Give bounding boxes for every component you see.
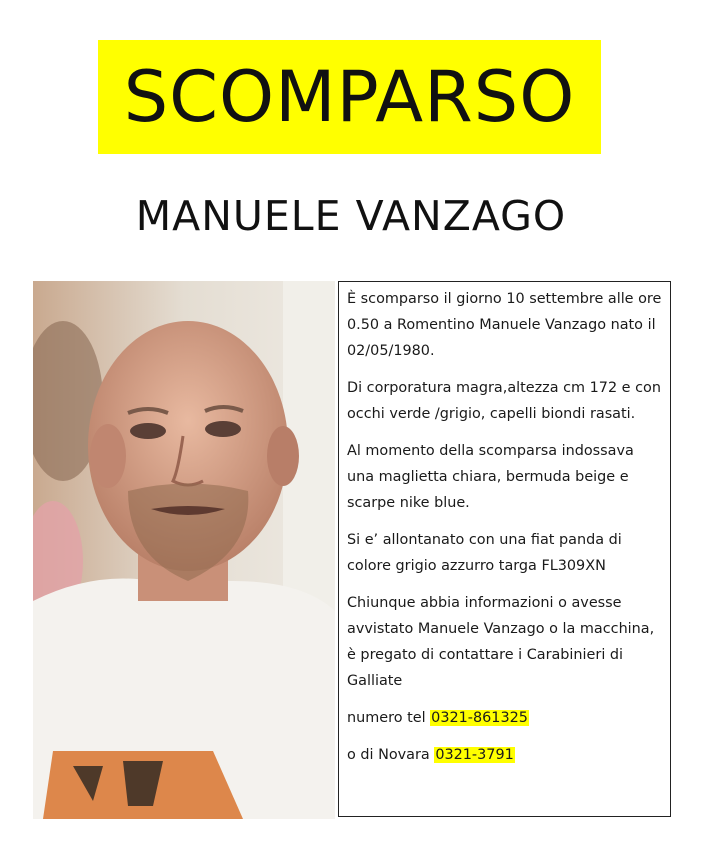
- missing-person-name: MANUELE VANZAGO: [135, 192, 567, 240]
- paragraph-physical-description: Di corporatura magra,altezza cm 172 e con occhi verde /grigio, capelli biondi rasati.: [347, 380, 661, 422]
- paragraph-vehicle: Si e’ allontanato con una fiat panda di colore grigio azzurro targa FL309XN: [347, 532, 622, 574]
- description-box: [338, 281, 671, 817]
- contact-1-phone: 0321-861325: [431, 710, 528, 726]
- paragraph-clothing: Al momento della scomparsa indossava una maglietta chiara, bermuda beige e scarpe nike blue.: [347, 443, 634, 511]
- contact-2-phone: 0321-3791: [435, 747, 514, 763]
- paragraph-contact-request: Chiunque abbia informazioni o avesse avvistato Manuele Vanzago o la macchina, è pregato di contattare i Carabinieri di Galliate: [347, 595, 655, 689]
- contact-line-1: [347, 705, 664, 731]
- missing-person-photo: [33, 281, 335, 819]
- contact-1-label: numero tel: [347, 710, 426, 726]
- headline: SCOMPARSO: [123, 56, 576, 138]
- headline-banner: [98, 40, 601, 154]
- contact-line-2: [347, 742, 664, 768]
- contact-2-label: o di Novara: [347, 747, 430, 763]
- paragraph-disappearance: È scomparso il giorno 10 settembre alle ore 0.50 a Romentino Manuele Vanzago nato il 02/05/1980.: [347, 291, 662, 359]
- portrait-illustration: [33, 281, 335, 819]
